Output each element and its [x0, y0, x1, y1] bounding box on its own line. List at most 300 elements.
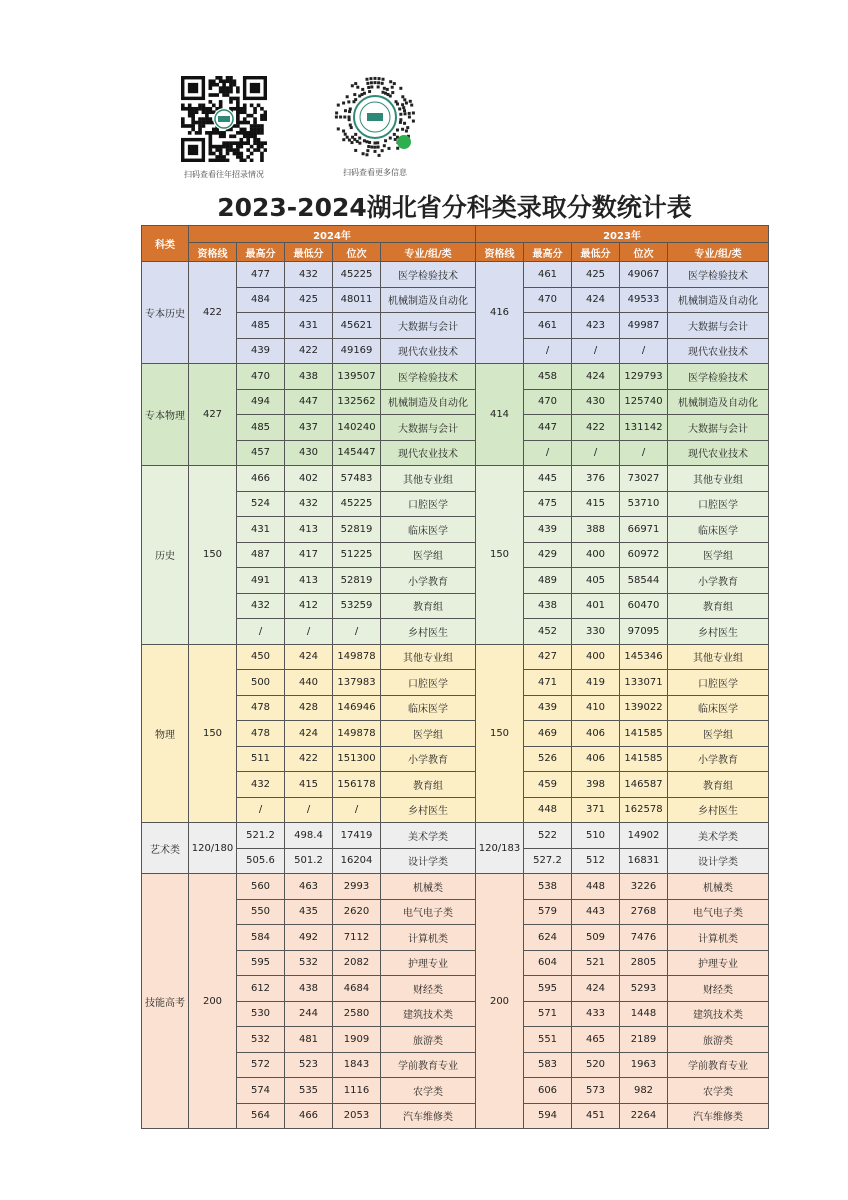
major-2024-cell: 教育组: [381, 593, 476, 619]
max-score-2024-cell: 432: [237, 772, 285, 798]
major-2024-cell: 机械制造及自动化: [381, 389, 476, 415]
min-score-2024-cell: 440: [285, 670, 333, 696]
min-score-2023-cell: 424: [572, 976, 620, 1002]
rank-2024-cell: 140240: [333, 415, 381, 441]
min-score-2024-cell: 437: [285, 415, 333, 441]
major-2023-cell: 医学检验技术: [668, 262, 769, 288]
min-score-2023-cell: 451: [572, 1103, 620, 1129]
min-score-2024-cell: 438: [285, 976, 333, 1002]
max-score-2024-cell: 505.6: [237, 848, 285, 874]
min-score-2024-cell: 417: [285, 542, 333, 568]
table-row: [142, 746, 769, 772]
max-score-2024-cell: 560: [237, 874, 285, 900]
rank-2023-cell: 3226: [620, 874, 668, 900]
major-2023-cell: 临床医学: [668, 517, 769, 543]
major-2024-cell: 现代农业技术: [381, 440, 476, 466]
major-2023-cell: 医学组: [668, 542, 769, 568]
rank-2024-cell: 17419: [333, 823, 381, 849]
min-score-2023-cell: 376: [572, 466, 620, 492]
rank-2024-cell: 2082: [333, 950, 381, 976]
table-row: [142, 1052, 769, 1078]
rank-2024-cell: 1909: [333, 1027, 381, 1053]
min-score-2023-cell: 419: [572, 670, 620, 696]
max-score-2023-cell: 439: [524, 695, 572, 721]
rank-2024-cell: 57483: [333, 466, 381, 492]
rank-2023-cell: 125740: [620, 389, 668, 415]
major-2024-cell: 小学教育: [381, 746, 476, 772]
max-score-2024-cell: 457: [237, 440, 285, 466]
rank-2023-cell: /: [620, 440, 668, 466]
rank-2023-cell: 1963: [620, 1052, 668, 1078]
max-score-2023-cell: 461: [524, 313, 572, 339]
major-2024-cell: 医学检验技术: [381, 262, 476, 288]
max-score-2023-cell: 571: [524, 1001, 572, 1027]
mini-program-code[interactable]: [330, 74, 420, 178]
major-2023-cell: 设计学类: [668, 848, 769, 874]
min-score-2024-cell: 425: [285, 287, 333, 313]
header-min-score: 最低分: [285, 243, 333, 262]
table-row: [142, 644, 769, 670]
table-row: [142, 1078, 769, 1104]
table-row: [142, 517, 769, 543]
major-2023-cell: 机械类: [668, 874, 769, 900]
max-score-2024-cell: 491: [237, 568, 285, 594]
min-score-2023-cell: 406: [572, 721, 620, 747]
rank-2023-cell: 60470: [620, 593, 668, 619]
table-row: [142, 364, 769, 390]
min-score-2024-cell: 424: [285, 721, 333, 747]
min-score-2024-cell: 523: [285, 1052, 333, 1078]
major-2023-cell: 临床医学: [668, 695, 769, 721]
rank-2023-cell: 139022: [620, 695, 668, 721]
header-max-score: 最高分: [524, 243, 572, 262]
major-2024-cell: 医学组: [381, 542, 476, 568]
table-row: [142, 1001, 769, 1027]
min-score-2024-cell: 431: [285, 313, 333, 339]
table-row: [142, 721, 769, 747]
min-score-2023-cell: 424: [572, 364, 620, 390]
max-score-2023-cell: 447: [524, 415, 572, 441]
category-cell: 物理: [142, 644, 189, 823]
min-score-2023-cell: /: [572, 338, 620, 364]
major-2023-cell: 财经类: [668, 976, 769, 1002]
rank-2023-cell: /: [620, 338, 668, 364]
max-score-2024-cell: 431: [237, 517, 285, 543]
min-score-2024-cell: 402: [285, 466, 333, 492]
min-score-2023-cell: 371: [572, 797, 620, 823]
min-score-2023-cell: 425: [572, 262, 620, 288]
rank-2024-cell: 1116: [333, 1078, 381, 1104]
max-score-2023-cell: 624: [524, 925, 572, 951]
major-2024-cell: 农学类: [381, 1078, 476, 1104]
major-2023-cell: 乡村医生: [668, 797, 769, 823]
header-threshold: 资格线: [476, 243, 524, 262]
header-year-2024: 2024年: [189, 226, 476, 243]
min-score-2024-cell: 432: [285, 262, 333, 288]
rank-2023-cell: 73027: [620, 466, 668, 492]
max-score-2023-cell: 470: [524, 389, 572, 415]
qr-caption: 扫码查看更多信息: [343, 168, 407, 177]
table-row: [142, 1103, 769, 1129]
rank-2023-cell: 16831: [620, 848, 668, 874]
header-rank: 位次: [333, 243, 381, 262]
rank-2024-cell: 2620: [333, 899, 381, 925]
major-2024-cell: 临床医学: [381, 695, 476, 721]
major-2024-cell: 建筑技术类: [381, 1001, 476, 1027]
min-score-2023-cell: 398: [572, 772, 620, 798]
threshold-2024-cell: 422: [189, 262, 237, 364]
table-row: [142, 568, 769, 594]
max-score-2023-cell: 527.2: [524, 848, 572, 874]
max-score-2024-cell: 572: [237, 1052, 285, 1078]
table-row: [142, 440, 769, 466]
major-2024-cell: 机械类: [381, 874, 476, 900]
rank-2023-cell: 145346: [620, 644, 668, 670]
max-score-2024-cell: 500: [237, 670, 285, 696]
qr-code-icon: [181, 76, 267, 162]
min-score-2023-cell: /: [572, 440, 620, 466]
max-score-2023-cell: 452: [524, 619, 572, 645]
min-score-2023-cell: 330: [572, 619, 620, 645]
major-2024-cell: 电气电子类: [381, 899, 476, 925]
max-score-2023-cell: 458: [524, 364, 572, 390]
max-score-2024-cell: 550: [237, 899, 285, 925]
major-2023-cell: 医学检验技术: [668, 364, 769, 390]
table-row: [142, 338, 769, 364]
rank-2024-cell: 139507: [333, 364, 381, 390]
min-score-2024-cell: 415: [285, 772, 333, 798]
table-row: [142, 848, 769, 874]
max-score-2024-cell: 530: [237, 1001, 285, 1027]
major-2023-cell: 现代农业技术: [668, 440, 769, 466]
major-2024-cell: 乡村医生: [381, 619, 476, 645]
table-row: [142, 976, 769, 1002]
min-score-2024-cell: 428: [285, 695, 333, 721]
min-score-2023-cell: 388: [572, 517, 620, 543]
max-score-2024-cell: 574: [237, 1078, 285, 1104]
rank-2024-cell: 156178: [333, 772, 381, 798]
category-cell: 专本物理: [142, 364, 189, 466]
max-score-2023-cell: 595: [524, 976, 572, 1002]
min-score-2023-cell: 433: [572, 1001, 620, 1027]
rank-2023-cell: 2264: [620, 1103, 668, 1129]
header-category: 科类: [142, 226, 189, 262]
max-score-2024-cell: /: [237, 619, 285, 645]
max-score-2024-cell: 478: [237, 721, 285, 747]
min-score-2023-cell: 510: [572, 823, 620, 849]
major-2023-cell: 乡村医生: [668, 619, 769, 645]
min-score-2024-cell: 501.2: [285, 848, 333, 874]
score-table: [141, 225, 769, 1129]
table-row: [142, 772, 769, 798]
rank-2023-cell: 5293: [620, 976, 668, 1002]
threshold-2023-cell: 150: [476, 466, 524, 645]
table-row: [142, 899, 769, 925]
rank-2024-cell: 145447: [333, 440, 381, 466]
min-score-2023-cell: 415: [572, 491, 620, 517]
threshold-2023-cell: 120/183: [476, 823, 524, 874]
major-2023-cell: 口腔医学: [668, 670, 769, 696]
max-score-2023-cell: 470: [524, 287, 572, 313]
major-2024-cell: 小学教育: [381, 568, 476, 594]
rank-2023-cell: 7476: [620, 925, 668, 951]
min-score-2023-cell: 424: [572, 287, 620, 313]
page-title: 2023-2024湖北省分科类录取分数统计表: [217, 193, 692, 222]
max-score-2024-cell: 521.2: [237, 823, 285, 849]
major-2024-cell: 护理专业: [381, 950, 476, 976]
min-score-2024-cell: /: [285, 619, 333, 645]
table-row: [142, 542, 769, 568]
max-score-2023-cell: 606: [524, 1078, 572, 1104]
max-score-2024-cell: 485: [237, 313, 285, 339]
major-2024-cell: 大数据与会计: [381, 415, 476, 441]
rank-2024-cell: 151300: [333, 746, 381, 772]
major-2024-cell: 其他专业组: [381, 644, 476, 670]
max-score-2023-cell: 469: [524, 721, 572, 747]
min-score-2024-cell: 244: [285, 1001, 333, 1027]
min-score-2024-cell: 498.4: [285, 823, 333, 849]
major-2023-cell: 其他专业组: [668, 466, 769, 492]
max-score-2023-cell: 475: [524, 491, 572, 517]
category-cell: 历史: [142, 466, 189, 645]
rank-2024-cell: 4684: [333, 976, 381, 1002]
min-score-2024-cell: 447: [285, 389, 333, 415]
min-score-2024-cell: 492: [285, 925, 333, 951]
max-score-2023-cell: 471: [524, 670, 572, 696]
rank-2024-cell: 45225: [333, 491, 381, 517]
min-score-2023-cell: 512: [572, 848, 620, 874]
max-score-2024-cell: 439: [237, 338, 285, 364]
rank-2023-cell: 129793: [620, 364, 668, 390]
rank-2024-cell: 51225: [333, 542, 381, 568]
header-rank: 位次: [620, 243, 668, 262]
table-row: [142, 874, 769, 900]
table-row: [142, 491, 769, 517]
min-score-2024-cell: 413: [285, 517, 333, 543]
rank-2024-cell: 52819: [333, 517, 381, 543]
max-score-2023-cell: 461: [524, 262, 572, 288]
table-row: [142, 389, 769, 415]
min-score-2024-cell: 412: [285, 593, 333, 619]
min-score-2024-cell: 424: [285, 644, 333, 670]
major-2023-cell: 旅游类: [668, 1027, 769, 1053]
rank-2023-cell: 131142: [620, 415, 668, 441]
major-2023-cell: 美术学类: [668, 823, 769, 849]
major-2023-cell: 医学组: [668, 721, 769, 747]
min-score-2023-cell: 401: [572, 593, 620, 619]
max-score-2024-cell: 511: [237, 746, 285, 772]
threshold-2023-cell: 416: [476, 262, 524, 364]
rank-2024-cell: 137983: [333, 670, 381, 696]
rank-2023-cell: 162578: [620, 797, 668, 823]
max-score-2023-cell: 579: [524, 899, 572, 925]
major-2023-cell: 护理专业: [668, 950, 769, 976]
rank-2023-cell: 60972: [620, 542, 668, 568]
major-2023-cell: 其他专业组: [668, 644, 769, 670]
min-score-2023-cell: 573: [572, 1078, 620, 1104]
max-score-2024-cell: 485: [237, 415, 285, 441]
max-score-2024-cell: /: [237, 797, 285, 823]
rank-2024-cell: 146946: [333, 695, 381, 721]
header-major: 专业/组/类: [381, 243, 476, 262]
threshold-2023-cell: 414: [476, 364, 524, 466]
max-score-2023-cell: 459: [524, 772, 572, 798]
min-score-2024-cell: 466: [285, 1103, 333, 1129]
qr-code-past-admissions[interactable]: [178, 76, 270, 180]
min-score-2024-cell: 422: [285, 338, 333, 364]
major-2023-cell: 机械制造及自动化: [668, 287, 769, 313]
max-score-2024-cell: 477: [237, 262, 285, 288]
max-score-2023-cell: 445: [524, 466, 572, 492]
rank-2023-cell: 146587: [620, 772, 668, 798]
major-2024-cell: 学前教育专业: [381, 1052, 476, 1078]
major-2023-cell: 农学类: [668, 1078, 769, 1104]
threshold-2024-cell: 150: [189, 466, 237, 645]
major-2024-cell: 医学检验技术: [381, 364, 476, 390]
max-score-2023-cell: 439: [524, 517, 572, 543]
table-row: [142, 466, 769, 492]
max-score-2023-cell: 583: [524, 1052, 572, 1078]
max-score-2023-cell: 438: [524, 593, 572, 619]
major-2023-cell: 教育组: [668, 593, 769, 619]
table-row: [142, 262, 769, 288]
min-score-2024-cell: 413: [285, 568, 333, 594]
max-score-2024-cell: 564: [237, 1103, 285, 1129]
rank-2024-cell: 1843: [333, 1052, 381, 1078]
major-2023-cell: 大数据与会计: [668, 313, 769, 339]
qr-caption: 扫码查看往年招录情况: [184, 170, 264, 179]
max-score-2024-cell: 484: [237, 287, 285, 313]
max-score-2023-cell: 526: [524, 746, 572, 772]
major-2024-cell: 设计学类: [381, 848, 476, 874]
table-row: [142, 823, 769, 849]
major-2024-cell: 乡村医生: [381, 797, 476, 823]
max-score-2023-cell: 551: [524, 1027, 572, 1053]
max-score-2024-cell: 487: [237, 542, 285, 568]
table-row: [142, 695, 769, 721]
rank-2023-cell: 2768: [620, 899, 668, 925]
min-score-2023-cell: 448: [572, 874, 620, 900]
rank-2023-cell: 141585: [620, 746, 668, 772]
table-row: [142, 593, 769, 619]
max-score-2023-cell: /: [524, 338, 572, 364]
major-2024-cell: 机械制造及自动化: [381, 287, 476, 313]
min-score-2024-cell: 432: [285, 491, 333, 517]
major-2024-cell: 其他专业组: [381, 466, 476, 492]
rank-2023-cell: 58544: [620, 568, 668, 594]
table-row: [142, 670, 769, 696]
major-2023-cell: 大数据与会计: [668, 415, 769, 441]
header-min-score: 最低分: [572, 243, 620, 262]
rank-2023-cell: 982: [620, 1078, 668, 1104]
major-2024-cell: 美术学类: [381, 823, 476, 849]
threshold-2024-cell: 427: [189, 364, 237, 466]
rank-2024-cell: 149878: [333, 644, 381, 670]
rank-2023-cell: 49067: [620, 262, 668, 288]
major-2023-cell: 电气电子类: [668, 899, 769, 925]
major-2024-cell: 汽车维修类: [381, 1103, 476, 1129]
rank-2024-cell: /: [333, 619, 381, 645]
min-score-2023-cell: 423: [572, 313, 620, 339]
major-2024-cell: 口腔医学: [381, 491, 476, 517]
min-score-2023-cell: 400: [572, 644, 620, 670]
rank-2023-cell: 2805: [620, 950, 668, 976]
major-2023-cell: 学前教育专业: [668, 1052, 769, 1078]
threshold-2024-cell: 200: [189, 874, 237, 1129]
threshold-2023-cell: 200: [476, 874, 524, 1129]
table-row: [142, 925, 769, 951]
min-score-2024-cell: 438: [285, 364, 333, 390]
rank-2024-cell: 49169: [333, 338, 381, 364]
rank-2023-cell: 1448: [620, 1001, 668, 1027]
major-2024-cell: 口腔医学: [381, 670, 476, 696]
mini-program-code-icon: [332, 74, 418, 160]
max-score-2023-cell: 594: [524, 1103, 572, 1129]
major-2024-cell: 旅游类: [381, 1027, 476, 1053]
major-2023-cell: 现代农业技术: [668, 338, 769, 364]
rank-2024-cell: 7112: [333, 925, 381, 951]
major-2023-cell: 汽车维修类: [668, 1103, 769, 1129]
max-score-2024-cell: 595: [237, 950, 285, 976]
rank-2024-cell: 45621: [333, 313, 381, 339]
min-score-2023-cell: 422: [572, 415, 620, 441]
min-score-2024-cell: 435: [285, 899, 333, 925]
threshold-2023-cell: 150: [476, 644, 524, 823]
table-row: [142, 1027, 769, 1053]
rank-2023-cell: 141585: [620, 721, 668, 747]
rank-2024-cell: 2993: [333, 874, 381, 900]
major-2024-cell: 计算机类: [381, 925, 476, 951]
header-max-score: 最高分: [237, 243, 285, 262]
max-score-2023-cell: 448: [524, 797, 572, 823]
max-score-2024-cell: 584: [237, 925, 285, 951]
max-score-2023-cell: 604: [524, 950, 572, 976]
min-score-2023-cell: 405: [572, 568, 620, 594]
major-2023-cell: 口腔医学: [668, 491, 769, 517]
table-row: [142, 287, 769, 313]
max-score-2024-cell: 612: [237, 976, 285, 1002]
rank-2024-cell: 53259: [333, 593, 381, 619]
max-score-2023-cell: /: [524, 440, 572, 466]
rank-2023-cell: 49987: [620, 313, 668, 339]
category-cell: 专本历史: [142, 262, 189, 364]
min-score-2023-cell: 406: [572, 746, 620, 772]
table-row: [142, 797, 769, 823]
major-2023-cell: 计算机类: [668, 925, 769, 951]
rank-2024-cell: 16204: [333, 848, 381, 874]
min-score-2023-cell: 410: [572, 695, 620, 721]
header-year-2023: 2023年: [476, 226, 769, 243]
min-score-2024-cell: /: [285, 797, 333, 823]
max-score-2023-cell: 427: [524, 644, 572, 670]
min-score-2024-cell: 532: [285, 950, 333, 976]
rank-2023-cell: 133071: [620, 670, 668, 696]
major-2024-cell: 医学组: [381, 721, 476, 747]
min-score-2023-cell: 520: [572, 1052, 620, 1078]
min-score-2024-cell: 422: [285, 746, 333, 772]
major-2023-cell: 机械制造及自动化: [668, 389, 769, 415]
min-score-2023-cell: 521: [572, 950, 620, 976]
max-score-2024-cell: 466: [237, 466, 285, 492]
major-2024-cell: 教育组: [381, 772, 476, 798]
major-2023-cell: 建筑技术类: [668, 1001, 769, 1027]
rank-2024-cell: 45225: [333, 262, 381, 288]
header-major: 专业/组/类: [668, 243, 769, 262]
major-2024-cell: 现代农业技术: [381, 338, 476, 364]
max-score-2024-cell: 450: [237, 644, 285, 670]
min-score-2023-cell: 465: [572, 1027, 620, 1053]
rank-2023-cell: 2189: [620, 1027, 668, 1053]
